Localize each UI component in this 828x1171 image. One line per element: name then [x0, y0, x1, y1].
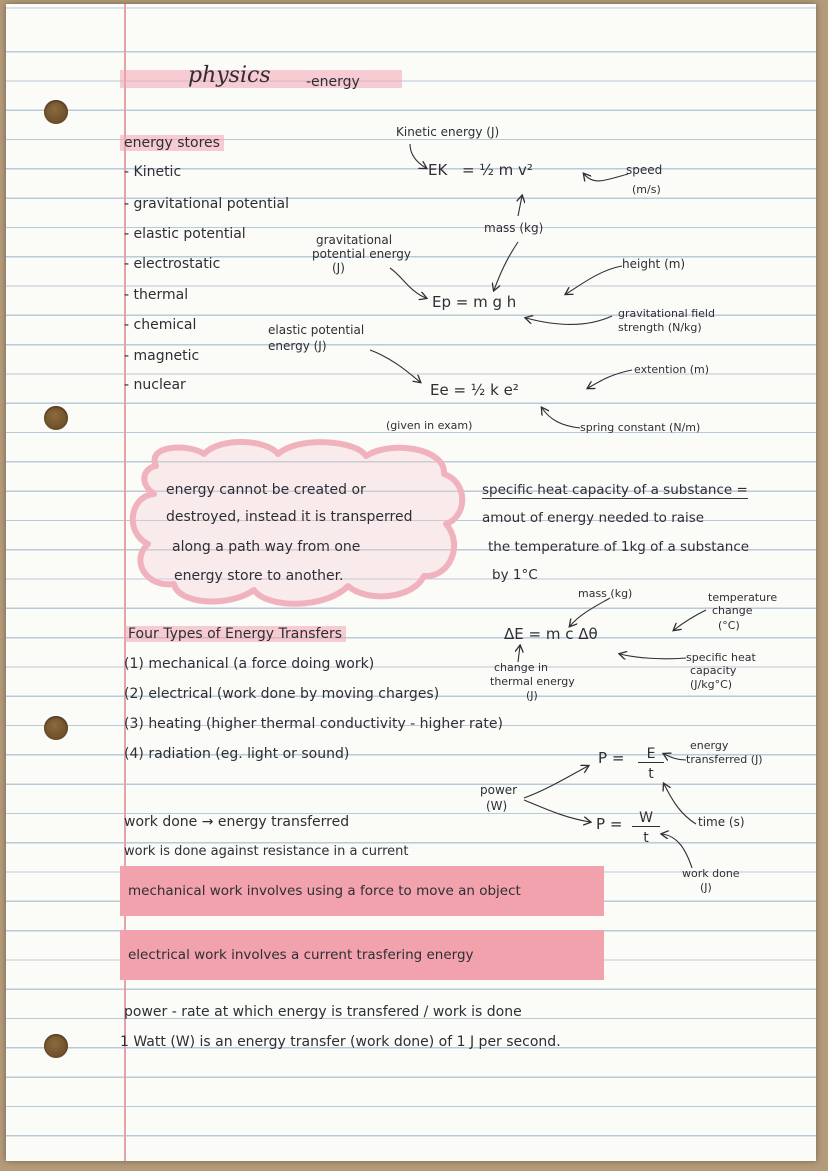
arrow: [584, 174, 628, 181]
shc-definition-line: specific heat capacity of a substance =: [482, 482, 748, 498]
arrow: [664, 754, 686, 760]
mass-label: mass (kg): [484, 221, 544, 235]
conservation-line: energy store to another.: [174, 568, 344, 584]
elastic-equation: Ee = ½ k e²: [430, 381, 519, 399]
work-label-2: (J): [700, 881, 712, 894]
arrow: [674, 610, 706, 630]
transfer-item: (3) heating (higher thermal conductivity - higher rate): [124, 716, 503, 732]
page-subtitle: -energy: [306, 74, 360, 90]
temp-label-3: (°C): [718, 619, 740, 632]
arrow: [370, 350, 420, 382]
temp-label-1: temperature: [708, 591, 778, 604]
store-item: - thermal: [124, 287, 189, 303]
electrical-work-box: electrical work involves a current trasfering energy: [120, 930, 604, 980]
gpe-label-1: gravitational: [316, 233, 393, 247]
power-label-1: power: [480, 783, 518, 797]
store-item: - Kinetic: [124, 164, 182, 180]
store-item: - elastic potential: [124, 226, 246, 242]
speed-unit: (m/s): [632, 183, 661, 196]
transfer-item: (1) mechanical (a force doing work): [124, 656, 375, 672]
change-label-3: (J): [526, 689, 538, 702]
power-eq2-denominator: t: [643, 830, 649, 846]
shc-definition-line: amout of energy needed to raise: [482, 510, 705, 526]
kinetic-eq-lhs: EK: [428, 161, 448, 179]
annotation-arrows: [6, 4, 816, 1161]
gpe-label-2: potential energy: [312, 247, 412, 261]
energy-label-1: energy: [690, 739, 729, 752]
power-definition-1: power - rate at which energy is transfered / work is done: [124, 1004, 522, 1020]
gpe-equation: Ep = m g h: [432, 293, 517, 311]
arrow: [570, 598, 610, 626]
transfer-item: (2) electrical (work done by moving charges): [124, 686, 440, 702]
conservation-line: energy cannot be created or: [166, 482, 366, 498]
elastic-label-2: energy (J): [268, 339, 327, 353]
mechanical-work-box: mechanical work involves using a force to move an object: [120, 866, 604, 916]
shc-label-3: (J/kg°C): [690, 678, 733, 691]
arrow: [524, 766, 588, 798]
power-eq1-numerator: E: [638, 746, 664, 763]
arrow: [526, 316, 612, 325]
notebook-page: [6, 4, 816, 1161]
arrow: [518, 646, 520, 662]
arrow: [524, 800, 590, 822]
page-title: physics: [188, 63, 271, 88]
conservation-line: along a path way from one: [172, 539, 361, 555]
conservation-line: destroyed, instead it is transperred: [166, 509, 413, 525]
temp-label-2: change: [712, 604, 753, 617]
gpe-label-3: (J): [332, 261, 345, 275]
arrow: [542, 408, 580, 428]
change-label-2: thermal energy: [490, 675, 575, 688]
store-item: - magnetic: [124, 348, 200, 364]
kinetic-label: Kinetic energy (J): [396, 125, 500, 139]
shc-definition-line: the temperature of 1kg of a substance: [488, 539, 750, 555]
store-item: - gravitational potential: [124, 196, 289, 212]
transfers-heading: Four Types of Energy Transfers: [124, 626, 346, 642]
work-line-1: work done → energy transferred: [124, 814, 350, 830]
arrow: [518, 196, 522, 216]
work-label-1: work done: [682, 867, 740, 880]
speed-label: speed: [626, 163, 663, 177]
arrow: [588, 370, 632, 388]
power-label-2: (W): [486, 799, 508, 813]
work-line-2: work is done against resistance in a current: [124, 844, 409, 859]
energy-label-2: transferred (J): [686, 753, 763, 766]
arrow: [664, 784, 696, 824]
shc-label-2: capacity: [690, 664, 737, 677]
shc-label-1: specific heat: [686, 651, 756, 664]
arrow: [494, 242, 518, 290]
height-label: height (m): [622, 257, 686, 271]
arrow: [390, 268, 426, 298]
field-label-1: gravitational field: [618, 307, 715, 320]
store-item: - electrostatic: [124, 256, 221, 272]
store-item: - nuclear: [124, 377, 186, 393]
time-label: time (s): [698, 815, 745, 829]
power-eq2-lhs: P =: [596, 815, 623, 833]
power-definition-2: 1 Watt (W) is an energy transfer (work done) of 1 J per second.: [120, 1034, 561, 1050]
kinetic-eq-rhs: = ½ m v²: [462, 161, 533, 179]
shc-definition-line: by 1°C: [492, 567, 538, 583]
stores-heading: energy stores: [120, 135, 224, 151]
extension-label: extention (m): [634, 363, 710, 376]
shc-mass-label: mass (kg): [578, 587, 633, 600]
shc-equation: ΔE = m c Δθ: [504, 625, 598, 643]
field-label-2: strength (N/kg): [618, 321, 702, 334]
arrow: [620, 654, 686, 659]
arrow: [566, 266, 622, 294]
power-eq2-numerator: W: [632, 810, 660, 827]
spring-label: spring constant (N/m): [580, 421, 701, 434]
given-in-exam: (given in exam): [386, 419, 473, 432]
transfer-item: (4) radiation (eg. light or sound): [124, 746, 350, 762]
elastic-label-1: elastic potential: [268, 323, 365, 337]
arrow: [662, 834, 692, 868]
store-item: - chemical: [124, 317, 197, 333]
power-eq1-lhs: P =: [598, 749, 625, 767]
arrow: [410, 144, 426, 168]
power-eq1-denominator: t: [648, 766, 654, 782]
change-label-1: change in: [494, 661, 549, 674]
